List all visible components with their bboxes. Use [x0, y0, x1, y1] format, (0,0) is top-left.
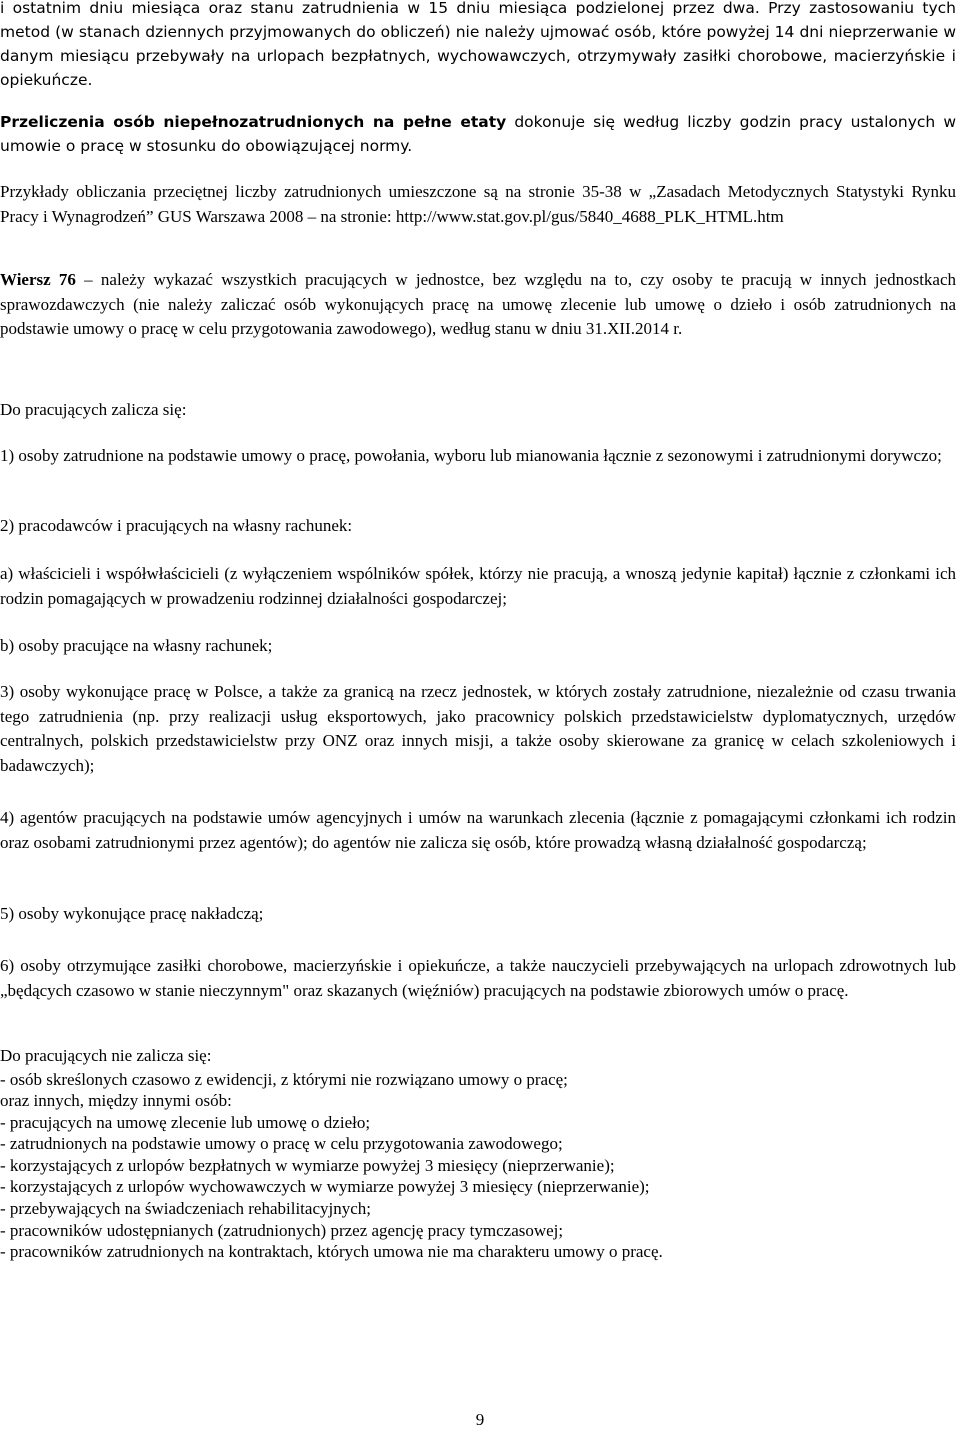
item-5: 5) osoby wykonujące pracę nakładczą;: [0, 904, 264, 923]
list-item: - korzystających z urlopów bezpłatnych w wymiarze powyżej 3 miesięcy (nieprzerwanie);: [0, 1155, 615, 1175]
list-item: - pracowników udostępnianych (zatrudnionych) przez agencję pracy tymczasowej;: [0, 1220, 564, 1240]
item-2: 2) pracodawców i pracujących na własny rachunek:: [0, 516, 353, 535]
przyklady-paragraph: [0, 180, 956, 229]
przeliczenia-heading: Przeliczenia osób niepełnozatrudnionych na pełne etaty: [0, 113, 507, 131]
nie-zalicza-list: [0, 1069, 956, 1263]
wiersz76-text: – należy wykazać wszystkich pracujących w jednostce, bez względu na to, czy osoby te pracują w innych jednostkach sprawozdawczych (nie należy zaliczać osób wykonujących pracę na umowę zlecenie lub umowę o dzieło i osób zatrudnionych na podstawie umowy o pracę w celu przygotowania zawodowego), według stanu w dniu 31.XII.2014 r.: [0, 270, 957, 338]
list-item: - pracujących na umowę zlecenie lub umowę o dzieło;: [0, 1112, 371, 1132]
nie-zalicza-section: [0, 1044, 956, 1263]
list-item: - przebywających na świadczeniach rehabilitacyjnych;: [0, 1199, 371, 1219]
item-4: 4) agentów pracujących na podstawie umów agencyjnych i umów na warunkach zlecenia (łącznie z pomagającymi członkami ich rodzin oraz osobami zatrudnionymi przez agentów); do agentów nie zalicza się osób, które prowadzą własną działalność gospodarczą;: [0, 808, 956, 852]
intro-text: i ostatnim dniu miesiąca oraz stanu zatrudnienia w 15 dniu miesiąca podzielonej przez dwa. Przy zastosowaniu tych metod (w stanach dziennych przyjmowanych do obliczeń) nie należy ujmować osób, które powyżej 14 dni nieprzerwanie w danym miesiącu przebywały na urlopach bezpłatnych, wychowawczych, otrzymywały zasiłki chorobowe, macierzyńskie i opiekuńcze.: [0, 0, 956, 89]
list-item: - korzystających z urlopów wychowawczych w wymiarze powyżej 3 miesięcy (nieprzerwanie);: [0, 1177, 650, 1197]
item-6: 6) osoby otrzymujące zasiłki chorobowe, macierzyńskie i opiekuńcze, a także nauczycieli przebywających na urlopach zdrowotnych lub „będących czasowo w stanie nieczynnym" oraz skazanych (więźniów) pracujących na podstawie zbiorowych umów o pracę.: [0, 956, 956, 1000]
item-a: a) właścicieli i współwłaścicieli (z wyłączeniem wspólników spółek, którzy nie pracują, a wnoszą jedynie kapitał) łącznie z członkami ich rodzin pomagających w prowadzeniu rodzinnej działalności gospodarczej;: [0, 564, 956, 608]
przyklady-text: Przykłady obliczania przeciętnej liczby zatrudnionych umieszczone są na stronie 35-38 w „Zasadach Metodycznych Statystyki Rynku Pracy i Wynagrodzeń” GUS Warszawa 2008 – na stronie: http://www.stat.gov.pl/gus/5840_4688_PLK_HTML.htm: [0, 182, 956, 226]
item-b: b) osoby pracujące na własny rachunek;: [0, 636, 273, 655]
wiersz76-paragraph: [0, 268, 956, 342]
page-number: 9: [475, 1410, 485, 1429]
list-item: oraz innych, między innymi osób:: [0, 1091, 232, 1111]
item-1: 1) osoby zatrudnione na podstawie umowy o pracę, powołania, wyboru lub mianowania łącznie z sezonowymi i zatrudnionymi dorywczo;: [0, 446, 942, 465]
intro-paragraph: [0, 0, 956, 92]
list-item: - zatrudnionych na podstawie umowy o pracę w celu przygotowania zawodowego;: [0, 1134, 563, 1154]
list-item: - osób skreślonych czasowo z ewidencji, z którymi nie rozwiązano umowy o pracę;: [0, 1069, 568, 1089]
przeliczenia-paragraph: [0, 110, 956, 158]
wiersz76-label: Wiersz 76: [0, 270, 76, 289]
zalicza-heading: Do pracujących zalicza się:: [0, 400, 187, 419]
list-item: - pracowników zatrudnionych na kontraktach, których umowa nie ma charakteru umowy o pracę.: [0, 1242, 663, 1262]
przeliczenia-text: dokonuje się według liczby godzin pracy ustalonych w umowie o pracę w stosunku do obowiązującej normy.: [0, 113, 956, 155]
item-3: 3) osoby wykonujące pracę w Polsce, a także za granicą na rzecz jednostek, w których zostały zatrudnione, niezależnie od czasu trwania tego zatrudnienia (np. przy realizacji usług eksportowych, jako pracownicy polskich przedstawicielstw dyplomatycznych, urzędów centralnych, polskich przedstawicielstw przy ONZ oraz innych misji, a także osoby skierowane za granicę w celach szkoleniowych i badawczych);: [0, 682, 956, 775]
nie-zalicza-heading: Do pracujących nie zalicza się:: [0, 1046, 212, 1065]
